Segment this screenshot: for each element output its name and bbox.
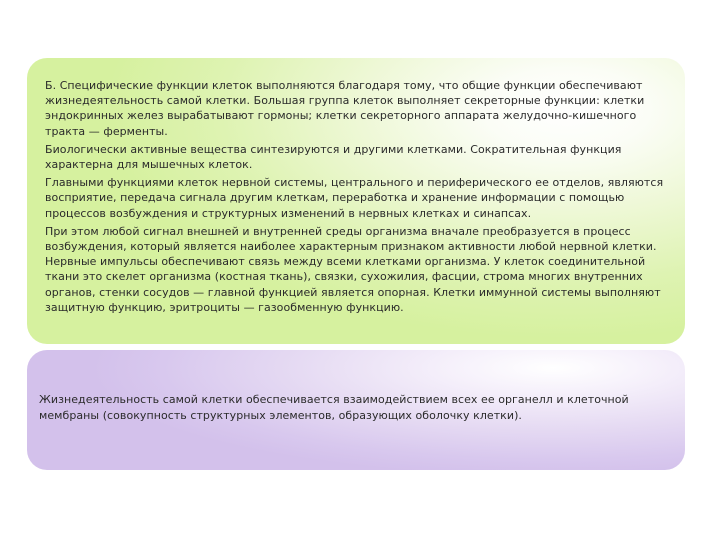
paragraph-signal-excitation: При этом любой сигнал внешней и внутренней среды организма вначале преобразуется в процесс возбуждения, который является наиболее характерным признаком активности любой нервной клетки. Нервные импульсы обеспечивают связь между всеми клетками организма. У клеток соединительной ткани это скелет организма (костная ткань), связки, сухожилия, фасции, строма многих внутренних органов, стенки сосудов — главной функцией является опорная. Клетки иммунной системы выполняют защитную функцию, эритроциты — газообменную функцию. xyxy=(45,224,661,314)
specific-functions-panel xyxy=(27,58,685,344)
paragraph-biologically-active-substances: Биологически активные вещества синтезируются и другими клетками. Сократительная функция характерна для мышечных клеток. xyxy=(45,142,622,172)
cell-vital-activity-panel xyxy=(27,350,685,470)
paragraph-secretory-functions: Б. Специфические функции клеток выполняются благодаря тому, что общие функции обеспечивают жизнедеятельность самой клетки. Большая группа клеток выполняет секреторные функции: клетки эндокринных желез вырабатывают гормоны; клетки секреторного аппарата желудочно-кишечного тракта — ферменты. xyxy=(45,79,645,138)
paragraph-nervous-system-functions: Главными функциями клеток нервной системы, центрального и периферического ее отделов, являются восприятие, передача сигнала другим клеткам, переработка и хранение информации с помощью процессов возбуждения и структурных изменений в нервных клетках и синапсах. xyxy=(45,176,664,220)
paragraph-cell-vital-activity: Жизнедеятельность самой клетки обеспечивается взаимодействием всех ее органелл и клеточной мембраны (совокупность структурных элементов, образующих оболочку клетки). xyxy=(39,393,629,422)
